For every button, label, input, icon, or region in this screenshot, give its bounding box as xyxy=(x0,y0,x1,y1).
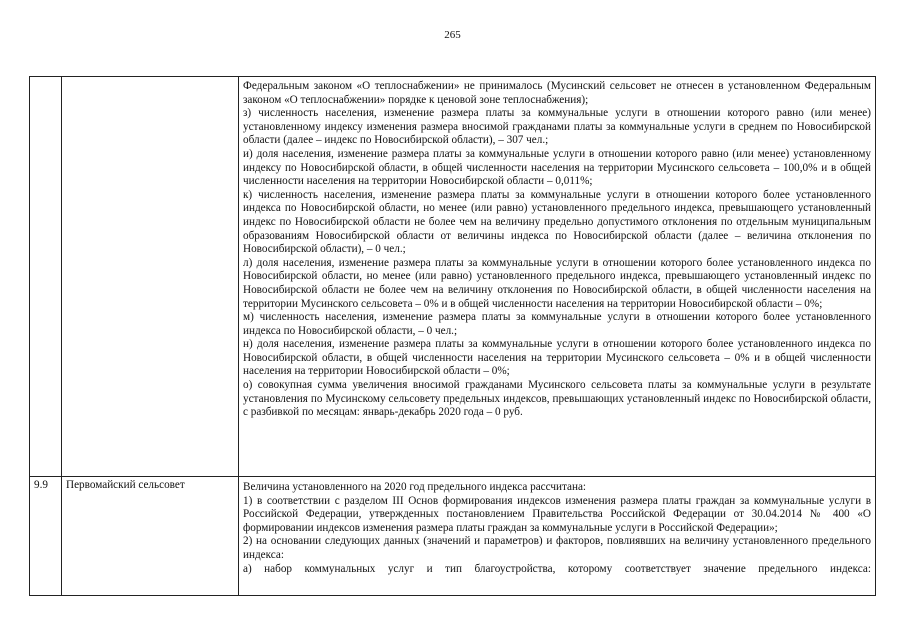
municipality-cell: Первомайский сельсовет xyxy=(62,477,239,596)
paragraph: Величина установленного на 2020 год предельного индекса рассчитана: xyxy=(243,481,587,493)
page-number: 265 xyxy=(444,29,461,41)
paragraph: м) численность населения, изменение размера платы за коммунальные услуги в отношении которого более установленного индекса по Новосибирской области, – 0 чел.; xyxy=(243,311,871,337)
paragraph: 2) на основании следующих данных (значений и параметров) и факторов, повлиявших на величину установленного предельного индекса: xyxy=(243,535,871,561)
row-number-cell xyxy=(30,77,62,477)
description-cell xyxy=(239,477,876,596)
paragraph: Федеральным законом «О теплоснабжении» не принималось (Мусинский сельсовет не отнесен в установленном Федеральным законом «О теплоснабжении» порядке к ценовой зоне теплоснабжения); xyxy=(243,80,871,106)
paragraph: а) набор коммунальных услуг и тип благоустройства, которому соответствует значение предельного индекса: xyxy=(243,562,871,575)
paragraph: и) доля населения, изменение размера платы за коммунальные услуги в отношении которого равно (или менее) установленному индексу по Новосибирской области, в общей численности населения на территории Мусинского сельсовета – 100,0% и в общей численности населения на территории Новосибирской области – 0,011%; xyxy=(243,147,871,188)
table-row xyxy=(30,477,876,596)
paragraph: з) численность населения, изменение размера платы за коммунальные услуги в отношении которого равно (или менее) установленному индексу изменения размера вносимой гражданами платы за коммунальные услуги в среднем по Новосибирской области (далее – индекс по Новосибирской области), – 307 чел.; xyxy=(243,107,871,147)
paragraph: к) численность населения, изменение размера платы за коммунальные услуги в отношении которого более установленного индекса по Новосибирской области, но менее (или равно) установленного предельного индекса, превышающего установленный индекс по Новосибирской области не более чем на величину предельно допустимого отклонения по отдельным муниципальным образованиям Новосибирской области от величины индекса по Новосибирской области (далее – величина отклонения по Новосибирской области), – 0 чел.; xyxy=(243,188,871,256)
tariff-table xyxy=(29,76,876,596)
description-cell xyxy=(239,77,876,477)
table-row xyxy=(30,77,876,477)
municipality-cell xyxy=(62,77,239,477)
row-number-cell: 9.9 xyxy=(30,477,62,596)
paragraph: 1) в соответствии с разделом III Основ формирования индексов изменения размера платы граждан за коммунальные услуги в Российской Федерации, утвержденных постановлением Правительства Российской Федерации от 30.04.2014 № 400 «О формировании индексов изменения размера платы граждан за коммунальные услуги в Российской Федерации»; xyxy=(243,494,871,534)
paragraph: н) доля населения, изменение размера платы за коммунальные услуги в отношении которого более установленного индекса по Новосибирской области, в общей численности населения на территории Мусинского сельсовета – 0% и в общей численности населения на территории Новосибирской области – 0%; xyxy=(243,338,871,378)
paragraph: о) совокупная сумма увеличения вносимой гражданами Мусинского сельсовета платы за коммунальные услуги в результате установления по Мусинскому сельсовету предельных индексов, превышающих установленный индекс по Новосибирской области, с разбивкой по месяцам: январь-декабрь 2020 года – 0 руб. xyxy=(243,379,871,419)
paragraph: л) доля населения, изменение размера платы за коммунальные услуги в отношении которого более установленного индекса по Новосибирской области, но менее (или равно) установленного предельного индекса, превышающего установленный индекс по Новосибирской области не более чем на величину отклонения по Новосибирской области, в общей численности населения на территории Мусинского сельсовета – 0% и в общей численности населения на территории Новосибирской области – 0%; xyxy=(243,256,871,310)
